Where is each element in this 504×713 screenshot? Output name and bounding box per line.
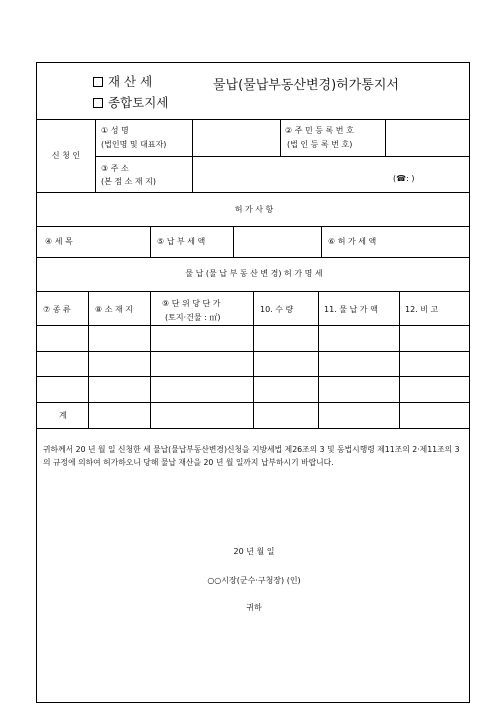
permit-notice-form — [36, 62, 470, 703]
divider — [150, 226, 151, 257]
column-kind: ⑦ 종 류 — [43, 305, 71, 314]
column-location: ⑧ 소 재 지 — [95, 305, 133, 314]
payment-amount-label: ⑤ 납 부 세 액 — [157, 237, 206, 246]
table-row[interactable] — [37, 402, 469, 403]
column-unit-price: ⑨ 단 위 당 단 가 — [162, 299, 221, 308]
land-tax-checkbox[interactable] — [93, 98, 103, 108]
property-tax-checkbox[interactable] — [93, 77, 103, 87]
divider — [88, 291, 89, 428]
line — [37, 428, 469, 429]
column-unit-price-sub: (토지·건물 : ㎡) — [165, 313, 221, 322]
permit-amount-field[interactable] — [397, 227, 470, 256]
tax-item-label: ④ 세 목 — [45, 237, 73, 246]
tax-item-field[interactable] — [99, 227, 149, 256]
issue-date: 20 년 월 일 — [233, 547, 275, 556]
divider — [318, 291, 319, 428]
name-field[interactable] — [193, 120, 279, 155]
payment-amount-field[interactable] — [234, 227, 320, 256]
name-sub-label: (법인명 및 대표자) — [101, 140, 167, 149]
divider — [399, 291, 400, 428]
address-field[interactable] — [193, 157, 469, 191]
signer: ○○시장(군수·구청장) (인) — [207, 576, 301, 585]
registration-sub-label: (법 인 등 록 번 호) — [287, 140, 353, 149]
divider — [150, 291, 151, 428]
table-row[interactable] — [37, 376, 469, 377]
address-sub-label: (본 점 소 재 지) — [101, 177, 157, 186]
recipient: 귀하 — [246, 603, 262, 612]
permit-amount-label: ⑥ 허 가 세 액 — [328, 237, 377, 246]
line — [37, 192, 469, 193]
permit-section-heading: 허 가 사 항 — [234, 205, 274, 214]
property-tax-label: 재 산 세 — [108, 74, 153, 89]
document-title: 물납(물납부동산변경)허가통지서 — [213, 78, 399, 93]
divider — [280, 119, 281, 156]
property-tax-option[interactable] — [93, 74, 152, 89]
divider — [253, 291, 254, 428]
land-tax-label: 종합토지세 — [108, 95, 169, 110]
detail-section-heading: 물 납 (물 납 부 동 산 변 경) 허 가 명 세 — [185, 269, 323, 278]
notice-paragraph: 귀하께서 20 년 월 일 신청한 세 물납(물납부동산변경)신청을 지방세법 제26조의 3 및 동법시행령 제11조의 2·제11조의 3의 규정에 의하여 허가하오니 당해 물납 재산을 20 년 월 일까지 납부하시기 바랍니다. — [43, 445, 460, 467]
table-row[interactable] — [37, 351, 469, 352]
column-remarks: 12. 비 고 — [405, 305, 439, 314]
line — [37, 257, 469, 258]
phone-field[interactable]: (☎: ) — [393, 174, 415, 183]
name-label: ① 성 명 — [101, 126, 129, 135]
address-label: ③ 주 소 — [101, 164, 129, 173]
table-row[interactable] — [37, 325, 469, 326]
column-payment-value: 11. 물 납 가 액 — [324, 305, 378, 314]
divider — [321, 226, 322, 257]
column-quantity: 10. 수 량 — [260, 305, 294, 314]
land-tax-option[interactable] — [93, 95, 168, 110]
total-label: 계 — [59, 411, 67, 420]
applicant-label: 신 청 인 — [51, 151, 81, 160]
registration-label: ② 주 민 등 록 번 호 — [285, 126, 354, 135]
registration-number-field[interactable] — [386, 120, 470, 155]
